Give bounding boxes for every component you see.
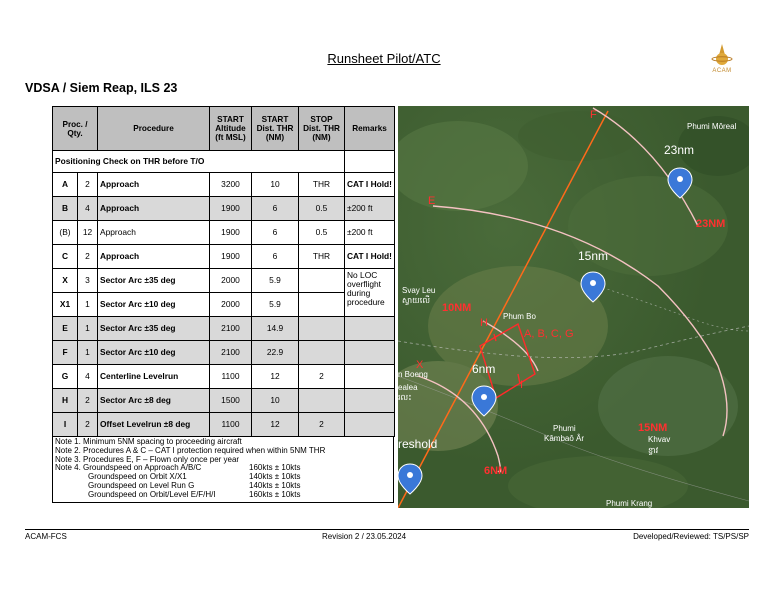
label-f: F [590, 109, 597, 121]
start-dist-cell: 14.9 [252, 317, 299, 341]
procedure-cell: Sector Arc ±8 deg [98, 389, 210, 413]
table-row [53, 389, 395, 413]
table-row [53, 293, 395, 317]
altitude-cell: 1900 [210, 197, 252, 221]
procedure-cell: Centerline Levelrun [98, 365, 210, 389]
groundspeed-value: 160kts ± 10kts [249, 489, 301, 499]
altitude-cell: 2100 [210, 317, 252, 341]
procedure-cell: Approach [98, 221, 210, 245]
label-svay-leu-khmer: ស្វាយលើ [402, 296, 430, 305]
remarks-cell [345, 413, 395, 437]
altitude-cell: 1500 [210, 389, 252, 413]
proc-cell: X [53, 269, 78, 293]
start-dist-cell: 12 [252, 365, 299, 389]
start-dist-cell: 12 [252, 413, 299, 437]
groundspeed-value: 140kts ± 10kts [249, 480, 301, 490]
table-row [53, 365, 395, 389]
proc-cell: H [53, 389, 78, 413]
procedure-cell: Sector Arc ±10 deg [98, 341, 210, 365]
note-1: Note 1. Minimum 5NM spacing to proceeding aircraft [55, 437, 242, 446]
label-e: E [428, 195, 436, 207]
table-row [53, 173, 395, 197]
note-3: Note 3. Procedures E, F – Flown only once per year [55, 454, 240, 464]
remarks-cell: CAT I Hold! [345, 173, 395, 197]
label-phumi-moreal: Phumi Môreal [687, 122, 737, 131]
section-row: Positioning Check on THR before T/O [53, 151, 345, 173]
label-khvav: Khvav [648, 435, 671, 444]
header-remarks: Remarks [345, 107, 395, 151]
header-start-altitude: START Altitude (ft MSL) [210, 107, 252, 151]
remarks-cell: ±200 ft [345, 221, 395, 245]
label-threshold: reshold [398, 437, 438, 451]
start-dist-cell: 5.9 [252, 293, 299, 317]
footer-right: Developed/Reviewed: TS/PS/SP [633, 532, 749, 541]
stop-dist-cell [299, 317, 345, 341]
groundspeed-label: Groundspeed on Level Run G [88, 480, 195, 490]
stop-dist-cell [299, 389, 345, 413]
groundspeed-label: Groundspeed on Orbit/Level E/F/H/I [88, 489, 216, 499]
label-khvav-khmer: ខ្វាវ [648, 446, 659, 455]
altitude-cell: 2100 [210, 341, 252, 365]
qty-cell: 4 [78, 365, 98, 389]
start-dist-cell: 10 [252, 173, 299, 197]
label-h: H [480, 317, 488, 329]
altitude-cell: 1100 [210, 365, 252, 389]
altitude-cell: 2000 [210, 293, 252, 317]
stop-dist-cell: 0.5 [299, 221, 345, 245]
table-row [53, 269, 395, 293]
proc-cell: G [53, 365, 78, 389]
stop-dist-cell: 0.5 [299, 197, 345, 221]
qty-cell: 12 [78, 221, 98, 245]
remarks-cell [345, 365, 395, 389]
qty-cell: 1 [78, 341, 98, 365]
table-row [53, 341, 395, 365]
procedure-cell: Sector Arc ±35 deg [98, 317, 210, 341]
groundspeed-label: Groundspeed on Orbit X/X1 [88, 472, 187, 482]
qty-cell: 2 [78, 245, 98, 269]
procedure-cell: Sector Arc ±10 deg [98, 293, 210, 317]
procedure-cell: Offset Levelrun ±8 deg [98, 413, 210, 437]
label-6nm-red: 6NM [484, 465, 508, 477]
start-dist-cell: 22.9 [252, 341, 299, 365]
proc-cell: E [53, 317, 78, 341]
map-svg [398, 106, 749, 508]
procedure-cell: Approach [98, 245, 210, 269]
qty-cell: 2 [78, 389, 98, 413]
remarks-cell [345, 341, 395, 365]
footer-left: ACAM-FCS [25, 532, 67, 541]
remarks-cell: CAT I Hold! [345, 245, 395, 269]
groundspeed-value: 140kts ± 10kts [249, 472, 301, 482]
start-dist-cell: 5.9 [252, 269, 299, 293]
header-stop-dist: STOP Dist. THR (NM) [299, 107, 345, 151]
start-dist-cell: 6 [252, 245, 299, 269]
note-2: Note 2. Procedures A & C – CAT I protection required when within 5NM THR [55, 445, 326, 455]
note-4-value: 160kts ± 10kts [249, 463, 301, 473]
stop-dist-cell [299, 293, 345, 317]
table-row [53, 413, 395, 437]
remarks-cell: ±200 ft [345, 197, 395, 221]
qty-cell: 2 [78, 413, 98, 437]
qty-cell: 2 [78, 173, 98, 197]
label-phumi-krang: Phumi Krang [606, 499, 653, 508]
label-phum-bo: Phum Bo [503, 312, 536, 321]
satellite-map [398, 106, 749, 508]
page-subtitle: VDSA / Siem Reap, ILS 23 [25, 81, 178, 95]
procedure-cell: Sector Arc ±35 deg [98, 269, 210, 293]
stop-dist-cell: THR [299, 173, 345, 197]
proc-cell: A [53, 173, 78, 197]
stop-dist-cell [299, 269, 345, 293]
qty-cell: 3 [78, 269, 98, 293]
procedure-cell: Approach [98, 197, 210, 221]
label-23nm: 23nm [664, 143, 695, 157]
logo-text: ACAM [712, 68, 732, 74]
proc-cell: (B) [53, 221, 78, 245]
notes-block [52, 437, 394, 503]
footer-revision: Revision 2 / 23.05.2024 [322, 532, 407, 541]
label-abcg: A, B, C, G [524, 328, 574, 340]
qty-cell: 1 [78, 293, 98, 317]
acam-logo [700, 42, 744, 80]
label-realea-khmer: រលះ [398, 393, 412, 402]
remarks-cell: No LOC overflight during procedure [345, 269, 395, 317]
qty-cell: 1 [78, 317, 98, 341]
runsheet-table-container [52, 106, 394, 503]
stop-dist-cell: 2 [299, 365, 345, 389]
table-row [53, 221, 395, 245]
label-x: X [416, 359, 424, 371]
label-15nm: 15nm [578, 249, 609, 263]
proc-cell: B [53, 197, 78, 221]
table-row [53, 197, 395, 221]
label-svay-leu: Svay Leu [402, 286, 436, 295]
label-realea: ealea [398, 383, 418, 392]
start-dist-cell: 6 [252, 221, 299, 245]
header-procedure: Procedure [98, 107, 210, 151]
altitude-cell: 2000 [210, 269, 252, 293]
label-6nm: 6nm [472, 362, 496, 376]
groundspeed-row [55, 491, 391, 500]
section-row-remarks [345, 151, 395, 173]
remarks-cell [345, 389, 395, 413]
label-23nm-red: 23NM [696, 218, 726, 230]
table-row [53, 317, 395, 341]
stop-dist-cell: THR [299, 245, 345, 269]
remarks-cell [345, 317, 395, 341]
note-4-label: Note 4. Groundspeed on Approach A/B/C [55, 463, 202, 473]
table-row [53, 245, 395, 269]
header-proc-qty: Proc. / Qty. [53, 107, 98, 151]
altitude-cell: 1900 [210, 245, 252, 269]
altitude-cell: 1100 [210, 413, 252, 437]
proc-cell: I [53, 413, 78, 437]
footer-divider [25, 529, 749, 530]
label-10nm-red: 10NM [442, 302, 472, 314]
label-i: I [520, 379, 524, 391]
qty-cell: 4 [78, 197, 98, 221]
stop-dist-cell [299, 341, 345, 365]
label-n-boeng: n Boeng [398, 370, 428, 379]
header-start-dist: START Dist. THR (NM) [252, 107, 299, 151]
runsheet-table [52, 106, 395, 437]
label-kambao: Kâmbaô Âr [544, 434, 585, 443]
stop-dist-cell: 2 [299, 413, 345, 437]
label-phumi: Phumi [553, 424, 576, 433]
altitude-cell: 1900 [210, 221, 252, 245]
start-dist-cell: 6 [252, 197, 299, 221]
document-title: Runsheet Pilot/ATC [327, 51, 441, 66]
proc-cell: C [53, 245, 78, 269]
procedure-cell: Approach [98, 173, 210, 197]
start-dist-cell: 10 [252, 389, 299, 413]
proc-cell: F [53, 341, 78, 365]
label-15nm-red: 15NM [638, 422, 668, 434]
acam-logo-icon [700, 42, 744, 70]
proc-cell: X1 [53, 293, 78, 317]
altitude-cell: 3200 [210, 173, 252, 197]
